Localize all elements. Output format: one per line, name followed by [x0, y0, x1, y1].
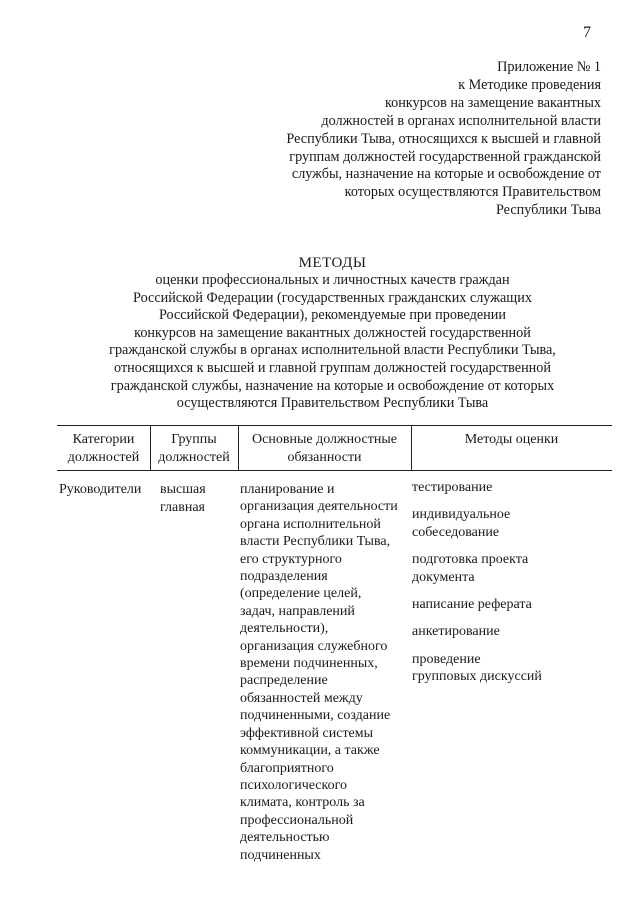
appendix-line: к Методике проведения	[458, 76, 601, 93]
cell-category: Руководители	[59, 482, 142, 497]
header-line: должностей	[158, 450, 230, 465]
title-line: Российской Федерации), рекомендуемые при проведении	[159, 307, 506, 324]
duty-line: подчиненными, создание	[240, 708, 391, 724]
duty-line: планирование и	[240, 482, 335, 497]
header-line: Методы оценки	[464, 432, 559, 447]
appendix-line: которых осуществляются Правительством	[344, 184, 601, 201]
header-methods	[411, 431, 612, 449]
document-title	[60, 254, 605, 413]
duty-line: психологического	[240, 777, 348, 793]
header-line: Основные должностные	[252, 432, 397, 447]
method-item	[412, 551, 542, 586]
title-line: осуществляются Правительством Республики Тыва	[176, 395, 489, 412]
duty-line: распределение	[240, 673, 328, 689]
duty-line: власти Республики Тыва,	[240, 534, 391, 550]
page-number: 7	[583, 24, 591, 41]
duty-line: его структурного	[240, 551, 342, 567]
method-line: тестирование	[412, 480, 493, 495]
duty-line: подразделения	[240, 569, 328, 585]
duty-line: эффективной системы	[240, 725, 374, 741]
header-line: обязанности	[287, 450, 362, 465]
title-line: Российской Федерации (государственных гражданских служащих	[133, 289, 532, 306]
appendix-line: конкурсов на замещение вакантных	[384, 94, 601, 111]
duty-line: времени подчиненных,	[240, 656, 378, 672]
title-line: оценки профессиональных и личностных качеств граждан	[155, 272, 510, 288]
method-item	[412, 596, 542, 613]
title-line: гражданской службы в органах исполнительной власти Республики Тыва,	[109, 342, 556, 359]
header-line: должностей	[67, 450, 140, 465]
duty-line: обязанностей между	[240, 690, 363, 706]
duty-line: благоприятного	[240, 760, 334, 776]
method-item	[412, 479, 542, 496]
duty-line: организация служебного	[240, 638, 388, 654]
duty-line: профессиональной	[240, 812, 354, 828]
appendix-line: группам должностей государственной гражданской	[289, 148, 601, 165]
method-line: написание реферата	[412, 597, 532, 613]
group-item: высшая	[160, 482, 206, 497]
duty-line: деятельности),	[240, 621, 329, 637]
method-line: подготовка проекта	[412, 552, 529, 568]
appendix-line: Республики Тыва, относящихся к высшей и главной	[286, 130, 601, 147]
header-duties	[238, 431, 411, 467]
duty-line: (определение целей,	[240, 586, 362, 602]
appendix-line: должностей в органах исполнительной власти	[321, 112, 601, 129]
appendix-note	[221, 59, 601, 220]
title-heading: МЕТОДЫ	[298, 255, 367, 271]
duty-line: органа исполнительной	[240, 516, 381, 532]
title-line: гражданской службы, назначение на которые и освобождение от которых	[110, 377, 555, 394]
header-line: Группы	[171, 432, 217, 447]
group-item: главная	[160, 500, 205, 515]
method-item	[412, 623, 542, 640]
duty-line: организация деятельности	[240, 499, 398, 515]
header-groups	[150, 431, 238, 467]
appendix-line: Республики Тыва	[495, 202, 601, 219]
duty-line: подчиненных	[240, 847, 321, 863]
method-line: собеседование	[412, 524, 500, 540]
table-top-border	[57, 425, 612, 426]
cell-duties	[240, 481, 398, 864]
duty-line: деятельностью	[240, 830, 330, 846]
appendix-line: Приложение № 1	[497, 59, 601, 75]
method-line: индивидуальное	[412, 507, 511, 523]
cell-groups	[160, 481, 206, 517]
method-line: анкетирование	[412, 624, 500, 640]
appendix-line: службы, назначение на которые и освобождение от	[291, 166, 601, 183]
header-category	[57, 431, 150, 467]
table-header-border	[57, 470, 612, 471]
method-item	[412, 506, 542, 541]
method-line: проведение	[412, 651, 481, 667]
cell-methods	[412, 479, 542, 696]
method-item	[412, 651, 542, 686]
duty-line: климата, контроль за	[240, 795, 365, 811]
duty-line: задач, направлений	[240, 603, 355, 619]
title-line: относящихся к высшей и главной группам должностей государственной	[114, 359, 551, 376]
header-line: Категории	[72, 432, 135, 447]
method-line: групповых дискуссий	[412, 669, 542, 685]
method-line: документа	[412, 569, 475, 585]
title-line: конкурсов на замещение вакантных должностей государственной	[134, 324, 531, 341]
duty-line: коммуникации, а также	[240, 743, 380, 759]
